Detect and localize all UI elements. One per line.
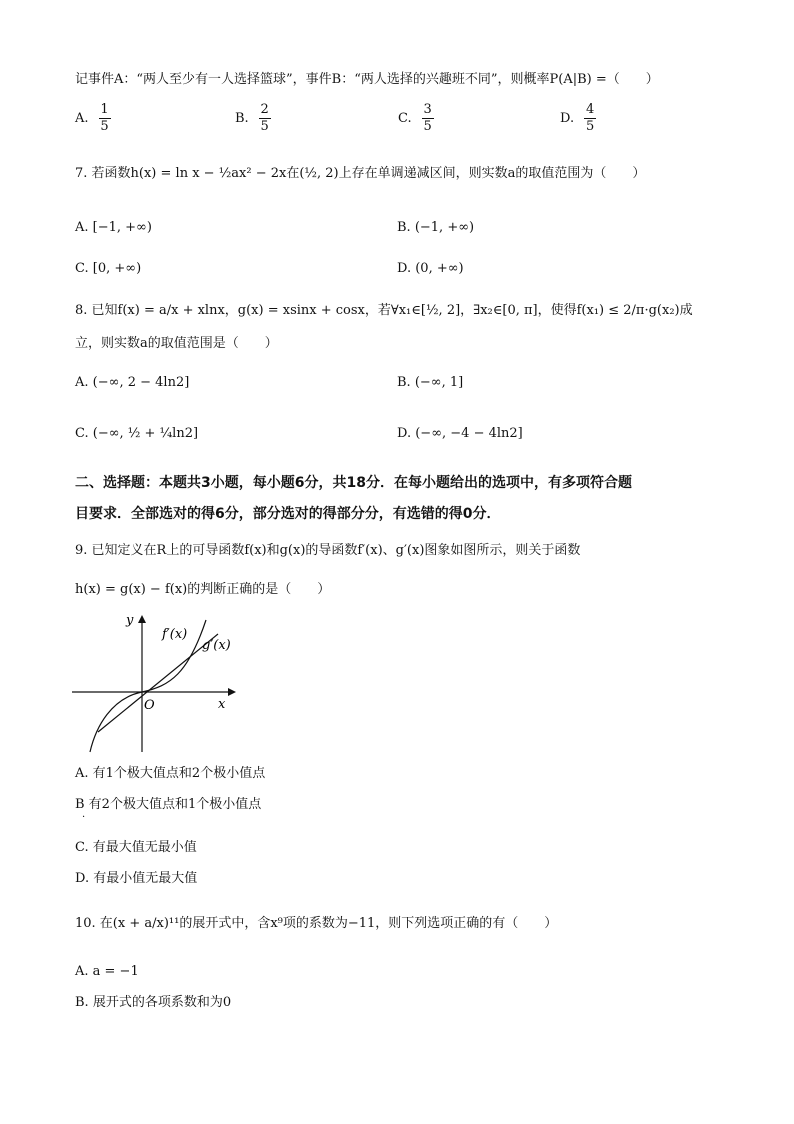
q7-option-b[interactable]: B. (−1, +∞) [397,220,475,235]
q8-option-d[interactable]: D. (−∞, −4 − 4ln2] [397,426,523,441]
q8-option-b[interactable]: B. (−∞, 1] [397,375,464,390]
q9-option-c[interactable]: C. 有最大值无最小值 [75,840,197,855]
q9-stem-line2: h(x) = g(x) − f(x)的判断正确的是（ ） [75,582,331,597]
x-axis-label: x [218,697,226,712]
q9-option-d[interactable]: D. 有最小值无最大值 [75,871,198,886]
q6-stem: 记事件A：“两人至少有一人选择篮球”，事件B：“两人选择的兴趣班不同”，则概率P(A|B) =（ ） [75,72,659,87]
x-axis-arrow [228,688,236,696]
q8-option-c[interactable]: C. (−∞, ½ + ¼ln2] [75,426,199,441]
fraction: $\frac{2}{5}$ [260,102,269,134]
q6-option-c[interactable]: C. $\frac{3}{5}$ [398,102,432,134]
q6-option-b[interactable]: B. $\frac{2}{5}$ [235,102,269,134]
g-prime-line [98,634,218,732]
y-axis-label: y [126,614,134,628]
q8-option-a[interactable]: A. (−∞, 2 − 4ln2] [75,375,190,390]
q6-option-a[interactable]: A. $\frac{1}{5}$ [75,102,109,134]
fraction: $\frac{3}{5}$ [423,102,432,134]
fraction: $\frac{4}{5}$ [585,102,595,134]
origin-label: O [144,698,155,713]
f-prime-curve [90,620,206,752]
q10-option-b[interactable]: B. 展开式的各项系数和为0 [75,995,232,1010]
q8-stem-line1: 8. 已知f(x) = a/x + xlnx，g(x) = xsinx + cosx，若∀x₁∈[½, 2]，∃x₂∈[0, π]，使得f(x₁) ≤ 2/π·g(x₂)成 [75,303,693,318]
stray-dot: · [82,812,86,823]
q9-stem-line1: 9. 已知定义在R上的可导函数f(x)和g(x)的导函数f′(x)、g′(x)图象如图所示，则关于函数 [75,543,581,558]
derivative-graph [70,614,245,756]
section-heading: 二、选择题：本题共3小题，每小题6分，共18分．在每小题给出的选项中，有多项符合题 目要求．全部选对的得6分，部分选对的得部分分，有选错的得0分． [75,475,632,522]
fraction: $\frac{1}{5}$ [100,102,109,134]
y-axis-arrow [138,615,146,623]
q10-option-a[interactable]: A. a = −1 [75,964,139,979]
q9-option-b[interactable]: B 有2个极大值点和1个极小值点 [75,797,262,812]
g-prime-label: g′(x) [202,638,231,653]
q7-stem: 7. 若函数h(x) = ln x − ½ax² − 2x在(½, 2)上存在单调递减区间，则实数a的取值范围为（ ） [75,166,646,181]
q8-stem-line2: 立，则实数a的取值范围是（ ） [75,336,278,351]
q7-option-a[interactable]: A. [−1, +∞) [75,220,152,235]
q7-option-d[interactable]: D. (0, +∞) [397,261,464,276]
q10-stem: 10. 在(x + a/x)¹¹的展开式中，含x⁹项的系数为−11，则下列选项正确的有（ ） [75,916,558,931]
q9-option-a[interactable]: A. 有1个极大值点和2个极小值点 [75,766,266,781]
q6-option-d[interactable]: D. $\frac{4}{5}$ [560,102,595,134]
q7-option-c[interactable]: C. [0, +∞) [75,261,142,276]
f-prime-label: f′(x) [162,627,188,642]
